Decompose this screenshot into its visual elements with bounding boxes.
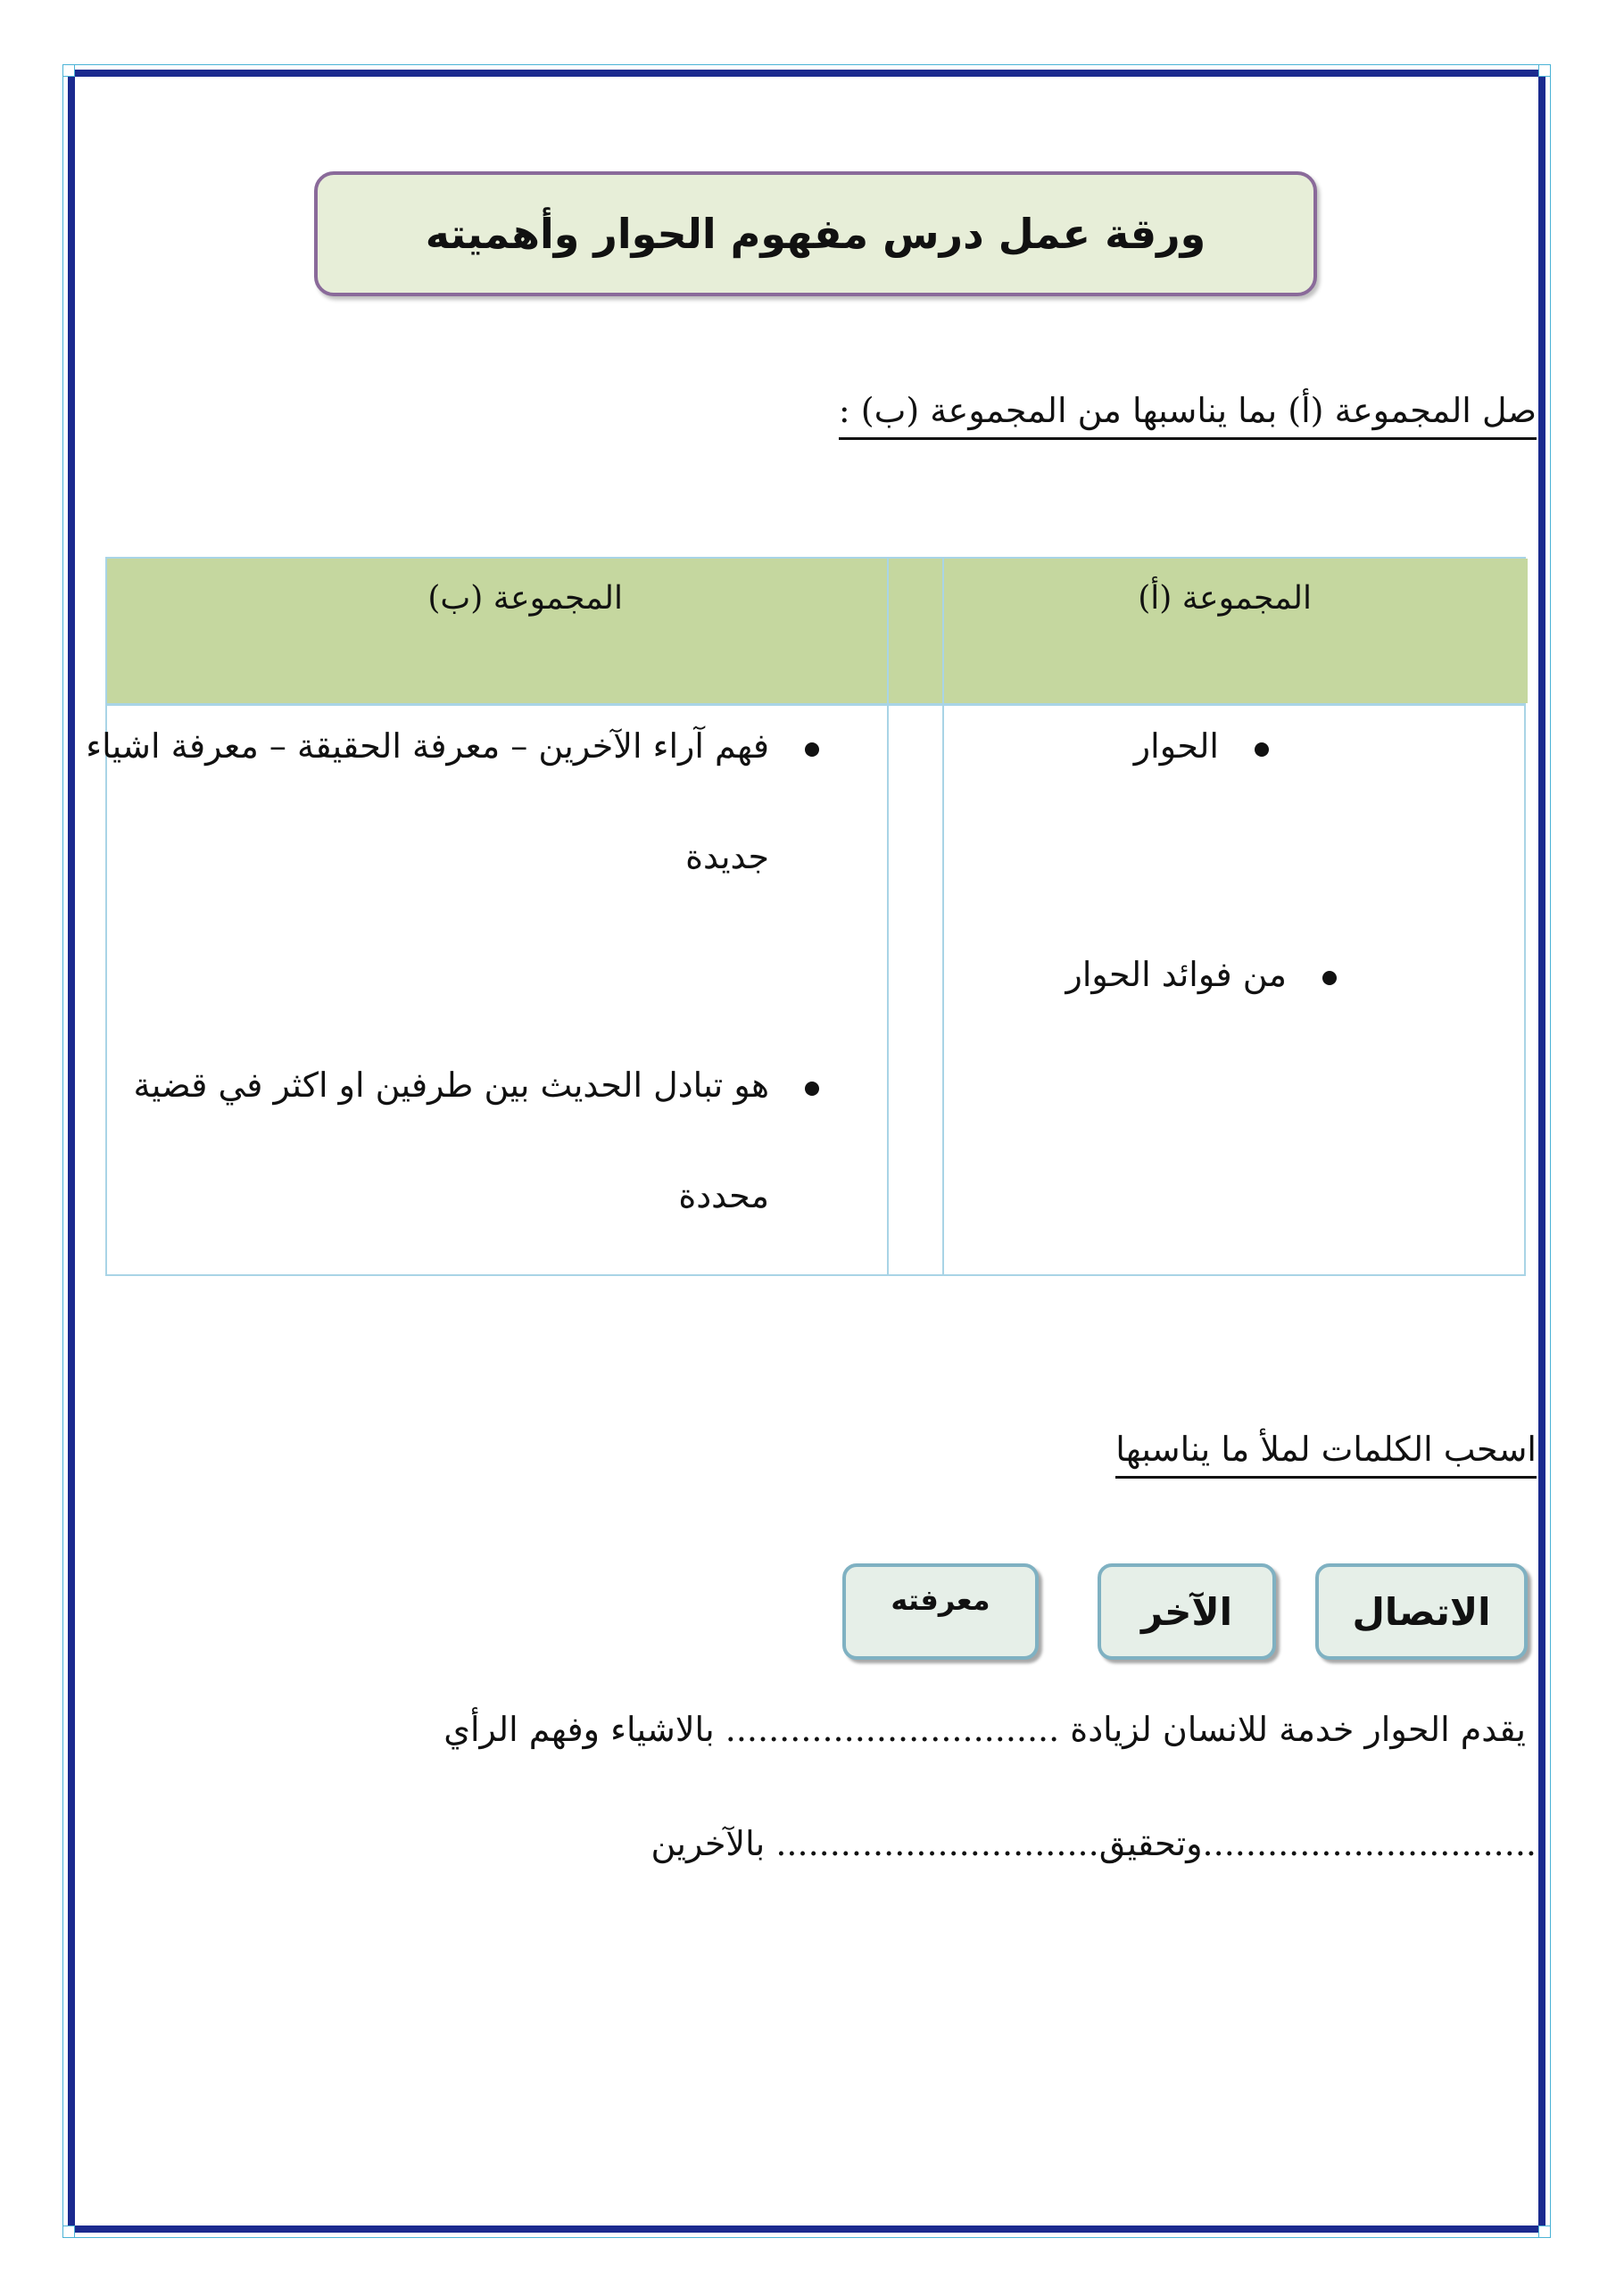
fill-sentence-line2: ...............................وتحقيق.............................. بالآخرين xyxy=(650,1824,1537,1863)
group-a-item[interactable] xyxy=(1134,726,1269,766)
group-a-item-label: الحوار xyxy=(1133,726,1219,766)
matching-table xyxy=(86,557,1526,1276)
drag-word-maarifatuh[interactable]: معرفته xyxy=(842,1563,1039,1660)
border-corner xyxy=(1538,2226,1551,2238)
border-corner xyxy=(1538,64,1551,77)
column-divider xyxy=(942,559,944,1274)
table-header-row xyxy=(107,559,1528,703)
border-corner xyxy=(62,2226,75,2238)
bullet-icon xyxy=(1322,971,1337,985)
drag-word-akhar[interactable]: الآخر xyxy=(1098,1563,1276,1660)
row-divider xyxy=(107,703,1524,706)
drag-word-ittisal[interactable]: الاتصال xyxy=(1315,1563,1528,1660)
header-group-b: المجموعة (ب) xyxy=(427,580,623,617)
header-group-a: المجموعة (أ) xyxy=(1138,580,1312,617)
worksheet-title: ورقة عمل درس مفهوم الحوار وأهميته xyxy=(425,210,1206,258)
bullet-icon xyxy=(805,742,819,757)
border-corner xyxy=(62,64,75,77)
fill-sentence-line1: يقدم الحوار خدمة للانسان لزيادة ............................... بالاشياء وفهم الرأي xyxy=(443,1710,1526,1749)
group-a-item[interactable] xyxy=(1065,955,1337,994)
group-b-item-continuation: جديدة xyxy=(685,837,769,876)
group-a-item-label: من فوائد الحوار xyxy=(1065,955,1287,994)
group-b-item-label: فهم آراء الآخرين – معرفة الحقيقة – معرفة اشياء xyxy=(86,726,769,766)
group-b-item[interactable] xyxy=(134,1065,819,1105)
column-divider xyxy=(887,559,889,1274)
title-box xyxy=(314,171,1317,296)
group-b-item-continuation: محددة xyxy=(678,1176,769,1215)
group-b-item[interactable] xyxy=(86,726,819,766)
group-b-item-label: هو تبادل الحديث بين طرفين او اكثر في قضية xyxy=(133,1065,769,1105)
bullet-icon xyxy=(805,1082,819,1096)
fill-instruction: اسحب الكلمات لملأ ما يناسبها xyxy=(1115,1430,1537,1479)
bullet-icon xyxy=(1255,742,1269,757)
matching-instruction: صل المجموعة (أ) بما يناسبها من المجموعة (ب) : xyxy=(839,391,1537,440)
